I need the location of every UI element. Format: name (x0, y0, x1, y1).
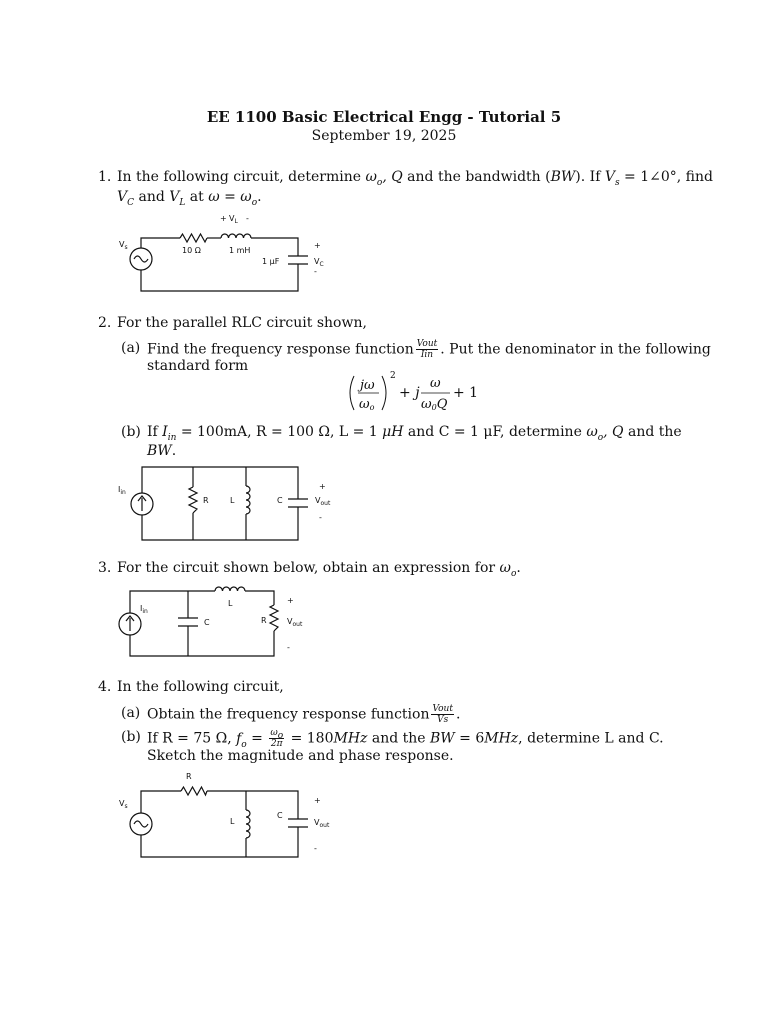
svg-text:ωo: ωo (359, 397, 375, 412)
vc-plus: + (314, 241, 321, 250)
q4a-line: Obtain the frequency response function $\frac{\text{Vout}}{Vs}$ . (147, 704, 461, 725)
capacitor-label: C (204, 618, 210, 627)
q1-line1: In the following circuit, determine $\omega_o$, Q and the bandwidth (BW). If $V_s$ = 1∠0°, find (117, 169, 713, 188)
q1-number: 1. (98, 169, 112, 185)
vout-plus: + (314, 796, 321, 805)
vl-minus: - (246, 214, 249, 223)
svg-text:jω: jω (360, 378, 375, 393)
q4a-label: (a) (121, 705, 141, 721)
q4b-label: (b) (121, 729, 141, 745)
q3-number: 3. (98, 560, 112, 576)
q4b-line1: If R = 75 Ω, $f_o$ = $\frac{\omega_o}{2\pi}$ = 180MHz and the BW = 6MHz, determine L and C. (147, 728, 664, 750)
capacitor-label: 1 μF (262, 257, 280, 266)
vc-minus: - (314, 267, 317, 276)
transfer-fraction: $\frac{\text{Vout}}{\text{Iin}}$ (416, 339, 438, 360)
q2b-label: (b) (121, 424, 141, 440)
vout-label: $V_{out}$ (315, 496, 331, 507)
vout-label: $V_{out}$ (287, 617, 303, 628)
vout-minus: - (314, 844, 317, 853)
q1-line2: $V_C$ and $V_L$ at $\omega = \omega_o$. (117, 189, 262, 208)
resistor-label: R (186, 772, 192, 781)
capacitor-icon (288, 819, 308, 827)
resistor-label: R (203, 496, 209, 505)
q2a-label: (a) (121, 340, 141, 356)
inductor-label: 1 mH (229, 246, 251, 255)
vl-plus: + (220, 214, 227, 223)
transfer-fraction: $\frac{\text{Vout}}{Vs}$ (432, 704, 453, 725)
vout-minus: - (319, 513, 322, 522)
q4-number: 4. (98, 679, 112, 695)
inductor-label: L (230, 496, 235, 505)
iin-label: $I_{in}$ (140, 604, 148, 615)
omega-over-2pi: $\frac{\omega_o}{2\pi}$ (270, 728, 284, 749)
resistor-icon (181, 787, 207, 795)
q2b-line2: BW. (147, 443, 177, 459)
inductor-label: L (230, 817, 235, 826)
q2-text: For the parallel RLC circuit shown, (117, 315, 367, 331)
capacitor-label: C (277, 496, 283, 505)
svg-text:ω0Q: ω0Q (421, 397, 448, 412)
q2a-line2: standard form (147, 358, 249, 374)
inductor-icon (246, 810, 250, 838)
document-title: EE 1100 Basic Electrical Engg - Tutorial 5 (206, 108, 562, 126)
q4-text: In the following circuit, (117, 679, 284, 695)
iin-label: $I_{in}$ (118, 485, 126, 496)
vc-label: $V_C$ (314, 257, 324, 268)
vs-label: $V_s$ (119, 799, 128, 810)
sine-wave-icon (134, 821, 148, 827)
resistor-label: R (261, 616, 267, 625)
resistor-label: 10 Ω (182, 246, 201, 255)
q2a-line1: Find the frequency response function $\frac{\text{Vout}}{\text{Iin}}$ . Put the denominator in the following (147, 339, 711, 360)
svg-text:+ j: + j (399, 385, 420, 401)
vout-plus: + (287, 596, 294, 605)
wire (141, 791, 298, 857)
vout-label: $V_{out}$ (314, 818, 330, 829)
vout-minus: - (287, 643, 290, 652)
q2b-line1: If $I_{in} = 100mA$, R = 100 Ω, L = 1 μH and C = 1 μF, determine $\omega_o$, Q and the (147, 424, 682, 443)
vl-label: $V_L$ (229, 214, 238, 225)
capacitor-label: C (277, 811, 283, 820)
svg-text:2: 2 (390, 371, 396, 381)
q2-number: 2. (98, 315, 112, 331)
q3-text: For the circuit shown below, obtain an expression for $\omega_o$. (117, 560, 521, 579)
inductor-label: L (228, 599, 233, 608)
svg-text:+ 1: + 1 (453, 385, 479, 401)
vout-plus: + (319, 482, 326, 491)
svg-text:ω: ω (430, 376, 441, 391)
document-date: September 19, 2025 (311, 128, 457, 144)
q4b-line2: Sketch the magnitude and phase response. (147, 748, 454, 764)
vs-label: $V_s$ (119, 240, 128, 251)
